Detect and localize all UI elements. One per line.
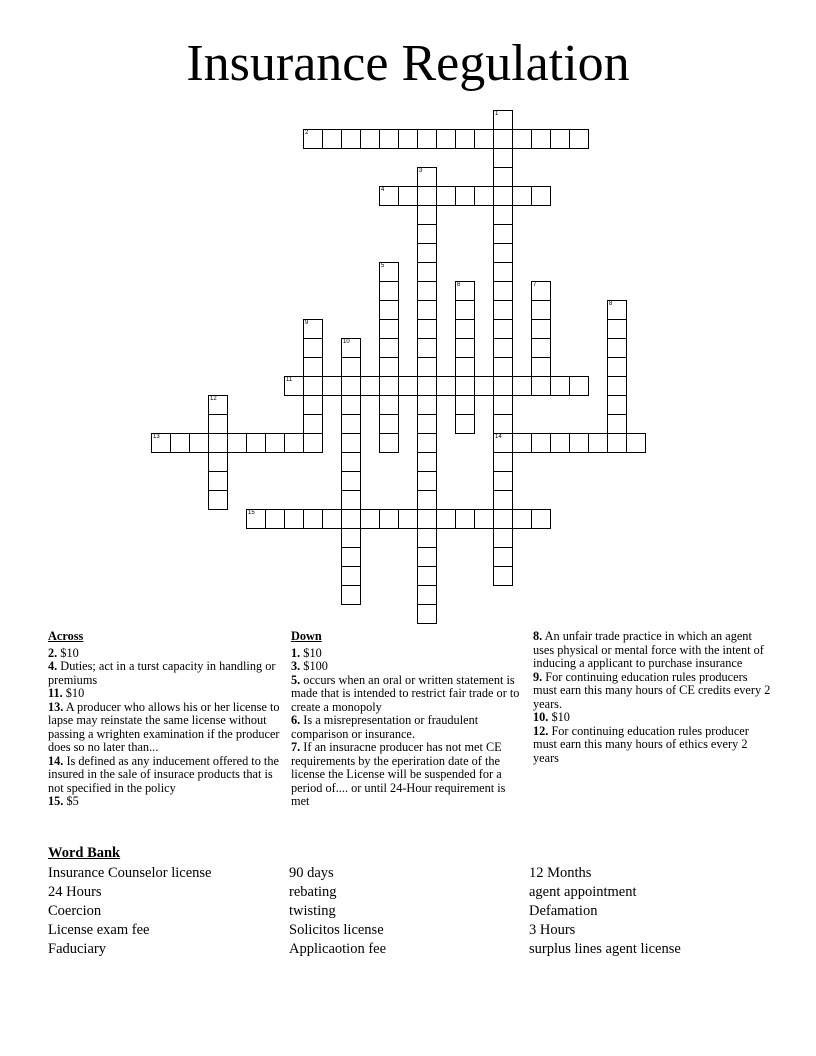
crossword-cell[interactable] [341,528,361,548]
crossword-cell[interactable] [493,433,513,453]
crossword-cell[interactable] [493,376,513,396]
word-bank-item: License exam fee [48,922,150,938]
crossword-cell[interactable] [398,376,418,396]
crossword-cell[interactable] [379,433,399,453]
crossword-cell[interactable] [303,338,323,358]
crossword-cell[interactable] [531,281,551,301]
clue-number: 13 [153,434,160,440]
crossword-cell[interactable] [265,433,285,453]
crossword-cell[interactable] [303,319,323,339]
clue-text: If an insuracne producer has not met CE requirements by the eperiration date of the license the License will be suspended for a period of.... or until 24-Hour requirement is met [291,740,506,808]
crossword-cell[interactable] [531,319,551,339]
crossword-cell[interactable] [455,281,475,301]
crossword-cell[interactable] [493,186,513,206]
clue-item [291,660,523,674]
clue-text: $10 [548,710,570,724]
crossword-cell[interactable] [493,129,513,149]
crossword-cell[interactable] [208,395,228,415]
crossword-cell[interactable] [417,566,437,586]
clue-text: Duties; act in a turst capacity in handling or premiums [48,659,276,687]
crossword-cell[interactable] [341,395,361,415]
crossword-cell[interactable] [493,357,513,377]
down-clue-list [291,647,523,809]
crossword-cell[interactable] [607,357,627,377]
crossword-cell[interactable] [493,300,513,320]
clue-item [48,755,280,796]
clue-text: Is a misrepresentation or fraudulent comparison or insurance. [291,713,479,741]
crossword-cell[interactable] [474,186,494,206]
clue-number-label: 2. [48,645,58,660]
crossword-cell[interactable] [417,376,437,396]
crossword-cell[interactable] [379,319,399,339]
crossword-cell[interactable] [436,509,456,529]
across-heading: Across [48,629,84,643]
crossword-cell[interactable] [512,509,532,529]
clue-text: $10 [62,686,85,700]
crossword-cell[interactable] [417,509,437,529]
crossword-cell[interactable] [417,433,437,453]
down-clue-list-continued [533,630,773,765]
word-bank-item: Applicaotion fee [289,941,387,957]
clue-number: 1 [495,111,499,117]
crossword-cell[interactable] [208,414,228,434]
crossword-cell[interactable] [417,585,437,605]
crossword-cell[interactable] [284,376,304,396]
crossword-cell[interactable] [170,433,190,453]
crossword-cell[interactable] [379,281,399,301]
crossword-cell[interactable] [379,129,399,149]
word-bank-item: rebating [289,884,337,900]
clue-item [533,630,773,671]
crossword-cell[interactable] [208,452,228,472]
crossword-cell[interactable] [322,129,342,149]
crossword-cell[interactable] [417,528,437,548]
crossword-cell[interactable] [379,376,399,396]
crossword-cell[interactable] [455,129,475,149]
crossword-cell[interactable] [512,186,532,206]
crossword-cell[interactable] [493,262,513,282]
word-bank-item: twisting [289,903,336,919]
clue-number: 8 [609,301,613,307]
crossword-cell[interactable] [531,129,551,149]
crossword-cell[interactable] [227,433,247,453]
crossword-cell[interactable] [208,471,228,491]
crossword-cell[interactable] [474,129,494,149]
crossword-cell[interactable] [417,281,437,301]
word-bank-item: Faduciary [48,941,106,957]
crossword-cell[interactable] [531,186,551,206]
crossword-cell[interactable] [341,585,361,605]
crossword-cell[interactable] [493,395,513,415]
crossword-cell[interactable] [417,186,437,206]
clue-text: For continuing education rules producers must earn this many hours of CE credits every 2 years. [533,669,771,711]
word-bank-item: 3 Hours [529,922,576,938]
crossword-cell[interactable] [474,376,494,396]
crossword-cell[interactable] [455,376,475,396]
crossword-cell[interactable] [493,338,513,358]
clue-item [48,647,280,661]
crossword-cell[interactable] [493,566,513,586]
crossword-cell[interactable] [341,357,361,377]
crossword-cell[interactable] [303,357,323,377]
crossword-cell[interactable] [417,338,437,358]
crossword-cell[interactable] [246,509,266,529]
clue-text: For continuing education rules producer must earn this many hours of ethics every 2 years [533,723,749,765]
crossword-cell[interactable] [284,509,304,529]
crossword-cell[interactable] [417,129,437,149]
crossword-cell[interactable] [341,471,361,491]
crossword-cell[interactable] [569,376,589,396]
crossword-cell[interactable] [607,433,627,453]
crossword-cell[interactable] [303,433,323,453]
clue-number: 4 [381,187,385,193]
crossword-cell[interactable] [569,433,589,453]
word-bank-item: Defamation [529,903,598,919]
crossword-cell[interactable] [455,300,475,320]
crossword-cell[interactable] [436,186,456,206]
crossword-cell[interactable] [512,129,532,149]
page-title: Insurance Regulation [186,35,630,92]
crossword-cell[interactable] [607,376,627,396]
crossword-cell[interactable] [493,471,513,491]
crossword-cell[interactable] [303,395,323,415]
crossword-cell[interactable] [303,414,323,434]
crossword-cell[interactable] [493,452,513,472]
clue-text: A producer who allows his or her license to lapse may reinstate the same license without passing a wrighten examination if the producer does so no later than... [48,699,280,754]
clue-item [533,671,773,712]
clue-number-label: 1. [291,645,301,660]
word-bank-column-2 [289,864,524,959]
crossword-cell[interactable] [341,376,361,396]
clue-number: 3 [419,168,423,174]
crossword-cell[interactable] [341,566,361,586]
crossword-cell[interactable] [493,414,513,434]
clue-item [291,741,523,809]
crossword-cell[interactable] [550,376,570,396]
crossword-cell[interactable] [550,129,570,149]
clue-number-label: 11. [48,686,63,700]
crossword-cell[interactable] [531,509,551,529]
crossword-cell[interactable] [379,186,399,206]
crossword-cell[interactable] [341,414,361,434]
crossword-cell[interactable] [208,433,228,453]
crossword-cell[interactable] [493,319,513,339]
clue-item [48,795,280,809]
crossword-cell[interactable] [303,376,323,396]
clue-number-label: 3. [291,659,301,673]
crossword-cell[interactable] [341,452,361,472]
clue-number: 12 [210,396,217,402]
word-bank-column-3 [529,864,764,959]
word-bank-item: 12 Months [529,865,592,881]
clue-number-label: 14. [48,753,64,768]
crossword-cell[interactable] [569,129,589,149]
crossword-cell[interactable] [379,395,399,415]
crossword-cell[interactable] [208,490,228,510]
crossword-cell[interactable] [284,433,304,453]
crossword-cell[interactable] [493,509,513,529]
clue-number-label: 5. [291,672,301,687]
across-clue-list [48,647,280,809]
crossword-cell[interactable] [360,509,380,529]
crossword-cell[interactable] [398,186,418,206]
crossword-cell[interactable] [493,528,513,548]
crossword-cell[interactable] [493,547,513,567]
word-bank-item: Insurance Counselor license [48,865,212,881]
word-bank-column-1 [48,864,283,959]
clues-down-column [291,630,523,809]
crossword-cell[interactable] [360,129,380,149]
crossword-cell[interactable] [531,338,551,358]
crossword-cell[interactable] [379,300,399,320]
crossword-cell[interactable] [379,338,399,358]
crossword-cell[interactable] [379,357,399,377]
clue-text: $5 [63,794,79,808]
crossword-cell[interactable] [512,376,532,396]
crossword-cell[interactable] [512,433,532,453]
clue-number-label: 6. [291,713,301,727]
word-bank-item: 24 Hours [48,884,102,900]
crossword-cell[interactable] [531,376,551,396]
crossword-cell[interactable] [189,433,209,453]
crossword-cell[interactable] [626,433,646,453]
clue-item [291,714,523,741]
clue-number-label: 9. [533,669,543,684]
clue-item [533,711,773,725]
crossword-cell[interactable] [455,395,475,415]
clue-text: Is defined as any inducement offered to the insured in the sale of insurace products that is not specified in the policy [48,753,279,795]
clue-number-label: 12. [533,723,549,738]
crossword-cell[interactable] [436,376,456,396]
clue-text: occurs when an oral or written statement is made that is intended to restrict fair trade or to create a monopoly [291,672,520,714]
crossword-cell[interactable] [550,433,570,453]
crossword-cell[interactable] [265,509,285,529]
crossword-cell[interactable] [303,129,323,149]
crossword-cell[interactable] [436,129,456,149]
crossword-cell[interactable] [341,490,361,510]
crossword-cell[interactable] [417,414,437,434]
clues-down-column-continued [533,630,773,765]
clue-number: 9 [305,320,309,326]
crossword-cell[interactable] [417,357,437,377]
crossword-cell[interactable] [493,148,513,168]
crossword-cell[interactable] [607,319,627,339]
clue-number: 2 [305,130,309,136]
crossword-cell[interactable] [417,490,437,510]
crossword-cell[interactable] [398,129,418,149]
crossword-cell[interactable] [607,395,627,415]
crossword-cell[interactable] [493,167,513,187]
clue-number-label: 7. [291,740,301,754]
crossword-cell[interactable] [493,490,513,510]
word-bank-item: agent appointment [529,884,637,900]
clue-item [48,687,280,701]
clue-number: 14 [495,434,502,440]
clue-item [291,647,523,661]
crossword-cell[interactable] [417,395,437,415]
clue-number-label: 10. [533,710,549,724]
clue-item [48,660,280,687]
crossword-cell[interactable] [417,167,437,187]
clue-text: An unfair trade practice in which an agent uses physical or mental force with the intent of inducing a applicant to purchase insurance [533,629,764,670]
clue-number: 15 [248,510,255,516]
crossword-cell[interactable] [322,376,342,396]
crossword-cell[interactable] [341,509,361,529]
clue-number: 11 [286,377,293,383]
crossword-cell[interactable] [607,414,627,434]
crossword-cell[interactable] [417,452,437,472]
clue-number-label: 15. [48,794,64,808]
clues-across-column [48,630,280,809]
crossword-cell[interactable] [417,224,437,244]
clue-text: $10 [300,645,322,660]
clue-number: 5 [381,263,385,269]
crossword-cell[interactable] [322,509,342,529]
crossword-cell[interactable] [379,262,399,282]
crossword-cell[interactable] [607,338,627,358]
crossword-cell[interactable] [474,509,494,529]
clue-number: 7 [533,282,537,288]
crossword-cell[interactable] [455,357,475,377]
crossword-cell[interactable] [341,129,361,149]
clue-number-label: 13. [48,699,64,714]
crossword-cell[interactable] [303,509,323,529]
clue-number: 6 [457,282,461,288]
crossword-cell[interactable] [588,433,608,453]
crossword-cell[interactable] [417,604,437,624]
clue-item [291,674,523,715]
crossword-cell[interactable] [493,224,513,244]
crossword-cell[interactable] [531,433,551,453]
crossword-cell[interactable] [417,547,437,567]
word-bank-item: Solicitos license [289,922,384,938]
word-bank-title: Word Bank [48,845,121,861]
crossword-cell[interactable] [455,509,475,529]
word-bank-item: surplus lines agent license [529,941,681,957]
crossword-cell[interactable] [455,186,475,206]
crossword-cell[interactable] [607,300,627,320]
clue-text: $100 [300,659,328,673]
crossword-cell[interactable] [417,471,437,491]
crossword-cell[interactable] [151,433,171,453]
crossword-cell[interactable] [360,376,380,396]
crossword-cell[interactable] [493,205,513,225]
crossword-cell[interactable] [417,262,437,282]
clue-item [48,701,280,755]
crossword-cell[interactable] [455,414,475,434]
crossword-cell[interactable] [417,300,437,320]
crossword-cell[interactable] [341,338,361,358]
crossword-cell[interactable] [398,509,418,529]
crossword-cell[interactable] [246,433,266,453]
crossword-cell[interactable] [417,205,437,225]
crossword-cell[interactable] [531,357,551,377]
crossword-cell[interactable] [341,433,361,453]
crossword-cell[interactable] [493,110,513,130]
crossword-cell[interactable] [493,281,513,301]
crossword-cell[interactable] [455,338,475,358]
clue-number-label: 8. [533,629,543,643]
word-bank-item: 90 days [289,865,334,881]
clue-text: $10 [57,645,79,660]
word-bank-item: Coercion [48,903,102,919]
clue-number-label: 4. [48,659,58,673]
crossword-cell[interactable] [531,300,551,320]
crossword-cell[interactable] [455,319,475,339]
crossword-cell[interactable] [379,414,399,434]
clue-number: 10 [343,339,350,345]
crossword-cell[interactable] [493,243,513,263]
crossword-cell[interactable] [417,243,437,263]
crossword-cell[interactable] [341,547,361,567]
down-heading: Down [291,629,322,643]
clue-item [533,725,773,766]
crossword-cell[interactable] [379,509,399,529]
crossword-cell[interactable] [417,319,437,339]
